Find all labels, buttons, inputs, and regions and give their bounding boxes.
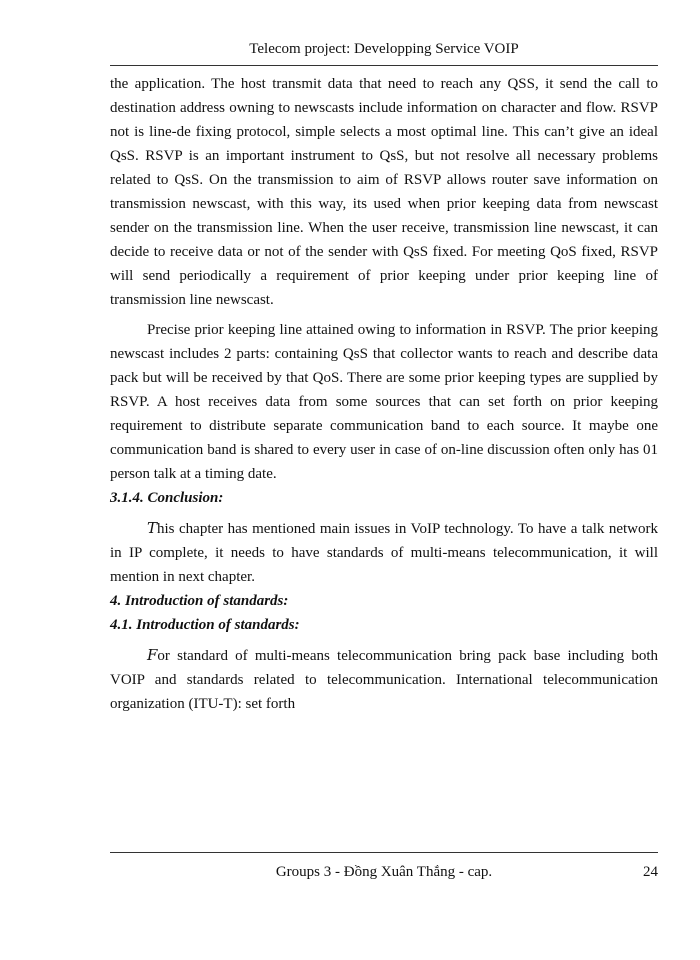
paragraph-rsvp-2: Precise prior keeping line attained owing to information in RSVP. The prior keeping newscast includes 2 parts: containing QsS that collector wants to reach and describe data pack but will be received by that QoS. There are some prior keeping types are supplied by RSVP. A host receives data from some sources that can set forth on prior keeping requirement to distribute separate communication band to each source. It maybe one communication band is shared to every user in case of on-line discussion often only has 01 person talk at a timing date. [110, 322, 658, 482]
running-header: Telecom project: Developping Service VOIP [249, 41, 519, 57]
header-rule [110, 65, 658, 66]
page-body [110, 72, 658, 716]
paragraph-standards [110, 643, 658, 716]
footer-rule [110, 852, 658, 853]
heading-conclusion: 3.1.4. Conclusion: [110, 490, 224, 506]
heading-introduction-sub: 4.1. Introduction of standards: [110, 617, 300, 633]
footer-author: Groups 3 - Đồng Xuân Thắng - cap. [275, 864, 493, 880]
drop-cap-f: F [147, 646, 158, 664]
paragraph-standards-text: or standard of multi-means telecommunication bring pack base including both VOIP and standards related to telecommunication. International telecommunication organization (ITU-T): set forth [110, 648, 658, 712]
heading-introduction: 4. Introduction of standards: [110, 593, 289, 609]
drop-cap-t: T [147, 519, 158, 537]
footer [110, 862, 658, 882]
paragraph-conclusion-text: his chapter has mentioned main issues in VoIP technology. To have a talk network in IP complete, it needs to have standards of multi-means telecommunication, it will mention in next chapter. [110, 521, 658, 585]
page-number: 24 [643, 864, 658, 880]
paragraph-conclusion [110, 516, 658, 589]
paragraph-rsvp-1: the application. The host transmit data that need to reach any QSS, it send the call to destination address owning to newscasts include information on character and flow. RSVP not is line-de fixing protocol, simple selects a most optimal line. This can’t give an ideal QsS. RSVP is an important instrument to QsS, but not resolve all necessary problems related to QsS. On the transmission to aim of RSVP allows router save information on transmission newscast, with this way, its used when prior keeping data from newscast sender on the transmission line. When the user receive, transmission line newscast, it can decide to receive data or not of the sender with QsS fixed. For meeting QoS fixed, RSVP will send periodically a requirement of prior keeping under prior keeping line of transmission line newscast. [110, 76, 658, 308]
